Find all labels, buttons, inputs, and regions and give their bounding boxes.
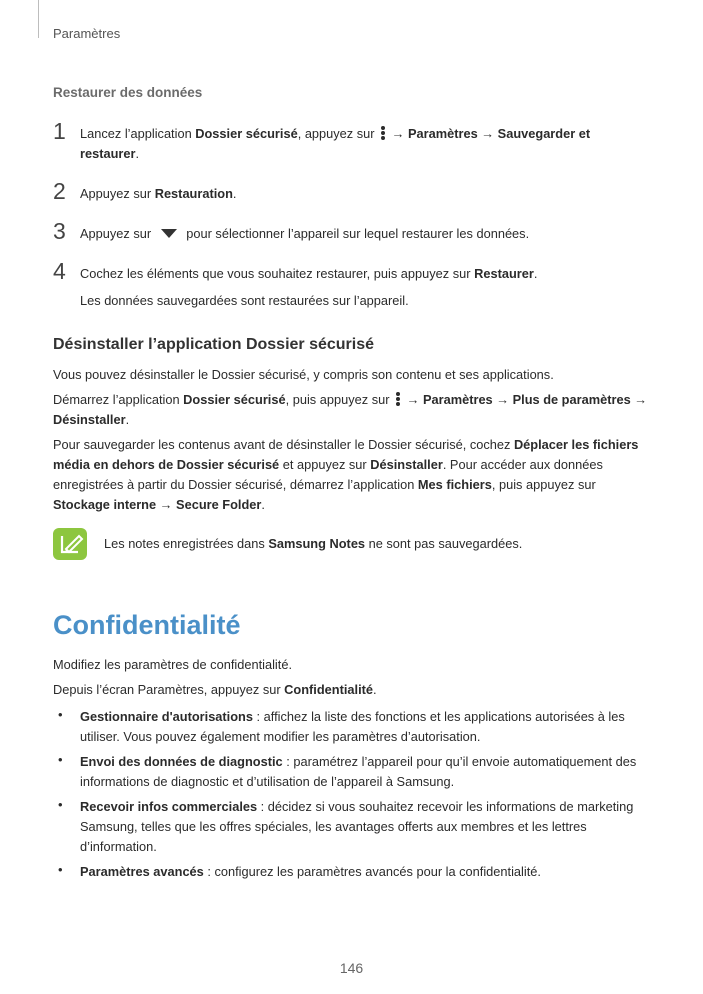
note-pencil-icon [53, 528, 87, 560]
privacy-instructions: Depuis l’écran Paramètres, appuyez sur Confidentialité. [53, 682, 377, 697]
step-text: Appuyez sur pour sélectionner l’appareil sur lequel restaurer les données. [80, 226, 530, 241]
bullet-icon: • [58, 752, 63, 767]
privacy-section-title: Confidentialité [53, 610, 241, 640]
uninstall-steps-paragraph: Démarrez l’application Dossier sécurisé, puis appuyez sur → Paramètres → Plus de paramètres → Désinstaller. [53, 392, 648, 427]
list-item-text: Envoi des données de diagnostic : paramétrez l’appareil pour qu’il envoie automatiquement des informations de diagnostic et d’utilisation de l’appareil à Samsung. [80, 754, 637, 789]
step-number: 3 [53, 218, 66, 244]
note-text: Les notes enregistrées dans Samsung Notes ne sont pas sauvegardées. [104, 536, 523, 551]
step-number: 2 [53, 178, 66, 204]
bullet-icon: • [58, 797, 63, 812]
privacy-intro: Modifiez les paramètres de confidentialité. [53, 657, 292, 672]
list-item-text: Gestionnaire d'autorisations : affichez la liste des fonctions et les applications autorisées à les utiliser. Vous pouvez également modifier les paramètres d’autorisation. [80, 709, 625, 744]
step-result-text: Les données sauvegardées sont restaurées sur l’appareil. [80, 293, 409, 308]
more-options-icon [395, 392, 401, 406]
page-number: 146 [339, 960, 364, 976]
step-number: 1 [53, 118, 66, 144]
list-item-text: Recevoir infos commerciales : décidez si vous souhaitez recevoir les informations de marketing Samsung, telles que les offres spéciales, les avantages offerts aux membres et les lettres d’information. [80, 799, 634, 854]
list-item-text: Paramètres avancés : configurez les paramètres avancés pour la confidentialité. [80, 864, 541, 879]
bullet-icon: • [58, 862, 63, 877]
uninstall-intro: Vous pouvez désinstaller le Dossier sécurisé, y compris son contenu et ses applications. [53, 367, 554, 382]
header-title: Paramètres [53, 26, 121, 41]
bullet-icon: • [58, 707, 63, 722]
dropdown-triangle-icon [161, 229, 177, 238]
more-options-icon [380, 126, 386, 140]
step-text: Cochez les éléments que vous souhaitez restaurer, puis appuyez sur Restaurer. [80, 266, 538, 281]
restore-section-title: Restaurer des données [53, 85, 203, 100]
step-text: Lancez l’application Dossier sécurisé, appuyez sur → Paramètres → Sauvegarder et restaurer. [80, 126, 591, 161]
header-divider [38, 0, 39, 38]
step-text: Appuyez sur Restauration. [80, 186, 237, 201]
step-number: 4 [53, 258, 66, 284]
uninstall-backup-paragraph: Pour sauvegarder les contenus avant de désinstaller le Dossier sécurisé, cochez Déplacer les fichiers média en dehors de Dossier sécurisé et appuyez sur Désinstaller. Pour accéder aux données enregistrées à partir du Dossier sécurisé, démarrez l’application Mes fichiers, puis appuyez sur Stockage interne → Secure Folder. [53, 437, 639, 512]
uninstall-section-title: Désinstaller l’application Dossier sécurisé [53, 336, 375, 353]
